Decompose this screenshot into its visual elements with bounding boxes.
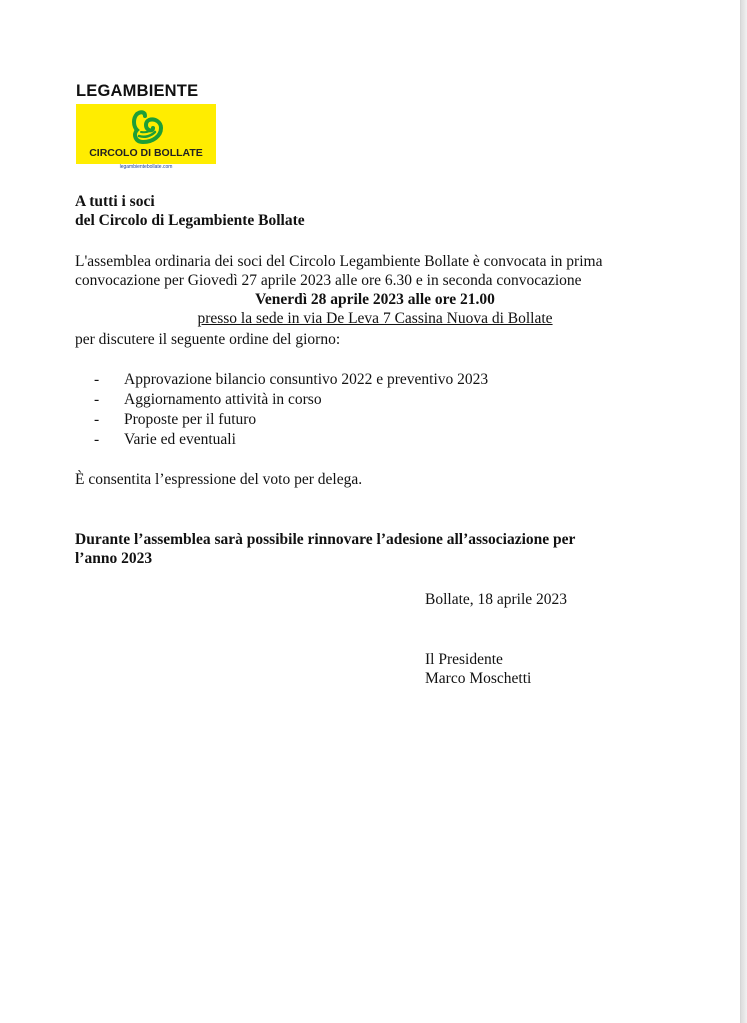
body-line-1: L'assemblea ordinaria dei soci del Circolo Legambiente Bollate è convocata in prima — [75, 253, 603, 270]
renewal-line-1: Durante l’assemblea sarà possibile rinnovare l’adesione all’associazione per — [75, 531, 576, 548]
agenda-item-text: Varie ed eventuali — [124, 431, 236, 448]
list-item — [94, 410, 488, 430]
logo-url: legambientebollate.com — [119, 164, 173, 170]
list-dash: - — [94, 411, 100, 428]
logo-yellow-box — [76, 104, 216, 164]
logo-circolo-label: CIRCOLO DI BOLLATE — [89, 147, 203, 159]
recipients-line-1: A tutti i soci — [75, 193, 155, 210]
meeting-location: presso la sede in via De Leva 7 Cassina Nuova di Bollate — [197, 310, 553, 327]
signature-role: Il Presidente — [425, 651, 503, 668]
meeting-date: Venerdì 28 aprile 2023 alle ore 21.00 — [255, 291, 495, 308]
legambiente-logo — [76, 82, 216, 170]
signature-name: Marco Moschetti — [425, 670, 532, 687]
recipients-line-2: del Circolo di Legambiente Bollate — [75, 212, 305, 229]
agenda-intro: per discutere il seguente ordine del giorno: — [75, 331, 341, 348]
agenda-list — [94, 370, 488, 450]
list-dash: - — [94, 391, 100, 408]
agenda-item-text: Approvazione bilancio consuntivo 2022 e preventivo 2023 — [124, 371, 489, 388]
agenda-item-text: Aggiornamento attività in corso — [124, 391, 322, 408]
renewal-line-2: l’anno 2023 — [75, 550, 153, 567]
green-swan-icon — [123, 108, 169, 148]
list-dash: - — [94, 431, 100, 448]
place-date: Bollate, 18 aprile 2023 — [425, 591, 568, 608]
agenda-item-text: Proposte per il futuro — [124, 411, 257, 428]
list-item — [94, 430, 488, 450]
page-edge-shadow — [741, 0, 747, 1023]
logo-name: LEGAMBIENTE — [76, 82, 199, 100]
list-item — [94, 370, 488, 390]
list-item — [94, 390, 488, 410]
body-line-2: convocazione per Giovedì 27 aprile 2023 alle ore 6.30 e in seconda convocazione — [75, 272, 582, 289]
list-dash: - — [94, 371, 100, 388]
delegation-note: È consentita l’espressione del voto per delega. — [75, 471, 363, 488]
